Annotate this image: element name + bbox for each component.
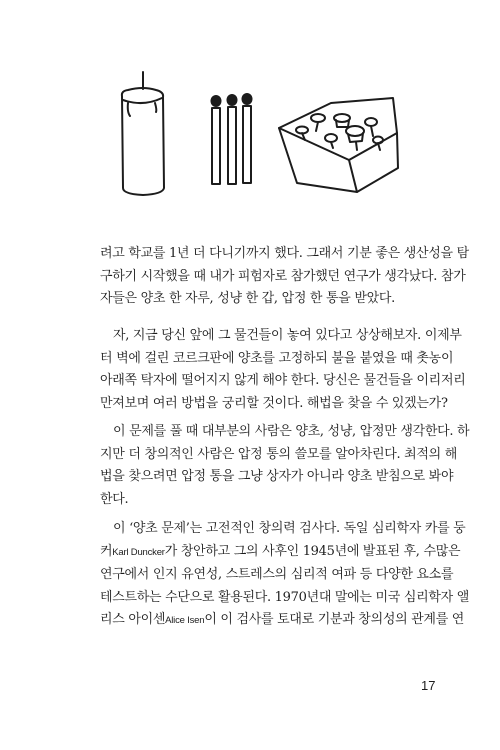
illustration: [0, 0, 500, 240]
thumbtack-box-illustration: [279, 98, 398, 192]
text-line: 법을 찾으려면 압정 통을 그냥 상자가 아니라 양초 받침으로 봐야: [100, 469, 454, 484]
text-line: 만져보며 여러 방법을 궁리할 것이다. 해법을 찾을 수 있겠는가?: [100, 395, 448, 411]
text-line: 이 문제를 풀 때 대부분의 사람은 양초, 성냥, 압정만 생각한다. 하: [113, 424, 470, 439]
paragraph-3: [100, 421, 470, 511]
paragraph-4: [100, 518, 469, 633]
matches-illustration: [212, 94, 252, 184]
text-line: [100, 609, 465, 633]
text-line: 구하기 시작했을 때 내가 피험자로 참가했던 연구가 생각났다. 참가: [100, 268, 466, 284]
text-segment: 커: [100, 543, 113, 559]
text-line: 려고 학교를 1년 더 다니기까지 했다. 그래서 기분 좋은 생산성을 탐: [100, 246, 469, 261]
text-segment: 리스 아이센: [100, 612, 166, 627]
text-segment: 이 이 검사를 토대로 기분과 창의성의 관계를 연: [204, 612, 465, 627]
text-line: [100, 541, 461, 565]
english-name-alice-isen: Alice Isen: [165, 615, 205, 626]
candle-illustration: [122, 72, 164, 195]
text-line: 아래쪽 탁자에 떨어지지 않게 해야 한다. 당신은 물건들을 이리저리: [100, 373, 466, 388]
text-line: 자들은 양초 한 자루, 성냥 한 갑, 압정 한 통을 받았다.: [100, 291, 395, 306]
text-line: 한다.: [100, 491, 129, 507]
text-line: 터 벽에 걸린 코르크판에 양초를 고정하되 불을 붙였을 때 촛농이: [100, 350, 454, 366]
paragraph-1: [100, 243, 469, 311]
text-line: 연구에서 인지 유연성, 스트레스의 심리적 여파 등 다양한 요소를: [100, 567, 454, 582]
paragraph-2: [100, 325, 466, 415]
page-number: 17: [421, 678, 436, 693]
text-segment: 가 창안하고 그의 사후인 1945년에 발표된 후, 수많은: [164, 543, 461, 559]
english-name-karl-duncker: Karl Duncker: [112, 546, 165, 558]
text-line: 자, 지금 당신 앞에 그 물건들이 놓여 있다고 상상해보자. 이제부: [113, 328, 462, 343]
text-line: 테스트하는 수단으로 활용된다. 1970년대 말에는 미국 심리학자 앨: [100, 589, 469, 605]
text-line: 이 ‘양초 문제’는 고전적인 창의력 검사다. 독일 심리학자 카를 둥: [113, 521, 466, 536]
text-line: 지만 더 창의적인 사람은 압정 통의 쓸모를 알아차린다. 최적의 해: [100, 446, 458, 462]
